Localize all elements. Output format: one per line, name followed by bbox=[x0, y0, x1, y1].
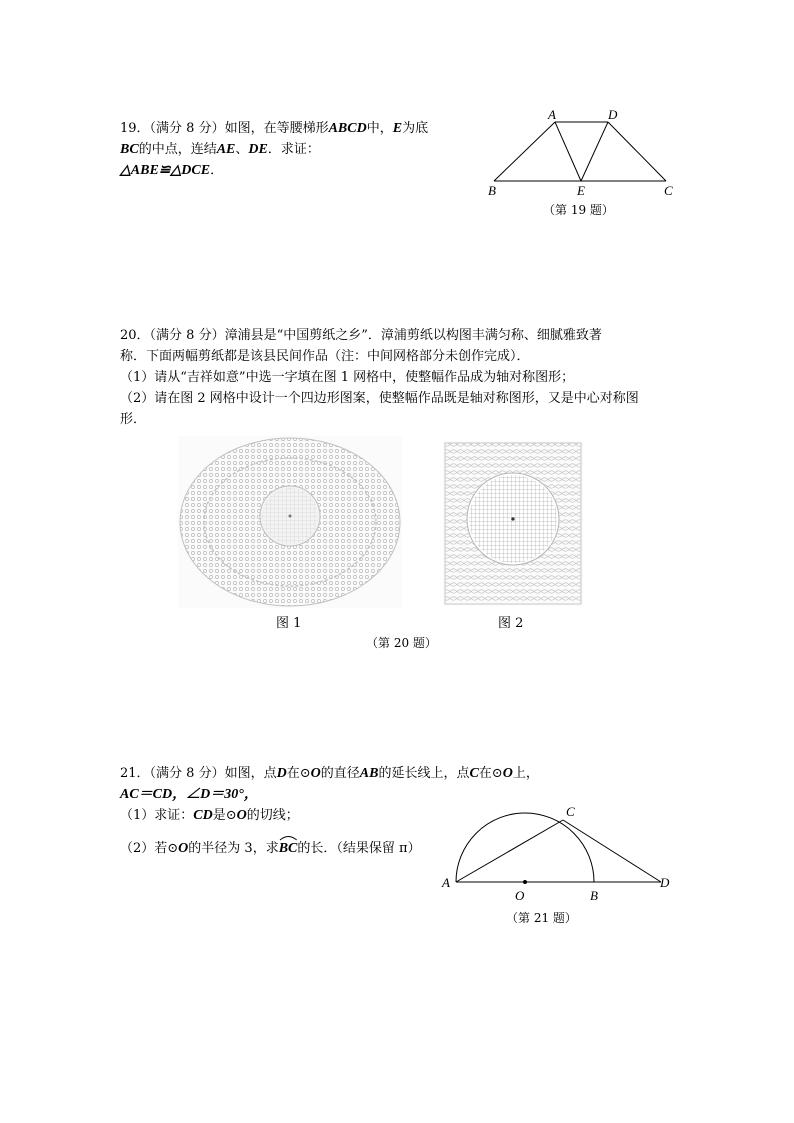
q21-line-2: AC＝CD，∠D＝30°， bbox=[120, 787, 258, 802]
q19-line-2: BC的中点，连结AE、DE．求证： bbox=[120, 142, 320, 157]
q19-label-e: E bbox=[577, 183, 585, 198]
q20-caption: （第 20 题） bbox=[366, 636, 437, 650]
q21-semicircle bbox=[456, 813, 594, 882]
arc-mark-icon bbox=[279, 835, 298, 841]
q19-label-b: B bbox=[488, 183, 496, 198]
q19-trapezoid-figure bbox=[480, 104, 690, 204]
q19-caption: （第 19 题） bbox=[543, 203, 614, 217]
q21-label-d: D bbox=[660, 875, 670, 890]
q19-segment-ae bbox=[555, 122, 581, 181]
q20-figure-2-papercut-image bbox=[443, 441, 583, 606]
q21-segment-ac bbox=[456, 820, 563, 882]
q21-caption: （第 21 题） bbox=[506, 911, 577, 925]
q20-line-2: 称．下面两幅剪纸都是该县民间作品（注：中间网格部分未创作完成）． bbox=[120, 349, 530, 364]
q19-label-c: C bbox=[664, 183, 673, 198]
q20-figure-2-label: 图 2 bbox=[498, 616, 524, 631]
q20-line-1: 20．（满分 8 分）漳浦县是“中国剪纸之乡”．漳浦剪纸以构图丰满匀称、细腻雅致著 bbox=[120, 328, 602, 343]
q20-figure-1-papercut-image bbox=[178, 436, 402, 608]
q20-line-3: （1）请从“吉祥如意”中选一字填在图 1 网格中，使整幅作品成为轴对称图形； bbox=[120, 370, 575, 385]
q20-line-4: （2）请在图 2 网格中设计一个四边形图案，使整幅作品既是轴对称图形，又是中心对称图 bbox=[120, 391, 639, 406]
q21-label-a: A bbox=[442, 875, 450, 890]
q21-line-4: （2）若⊙O的半径为 3，求BC 的长．（结果保留 π） bbox=[120, 838, 421, 860]
q20-figure-1-label: 图 1 bbox=[276, 616, 302, 631]
q19-label-a: A bbox=[548, 107, 556, 122]
q21-arc-bc-notation: BC bbox=[279, 838, 298, 860]
q19-line-1: 19．（满分 8 分）如图，在等腰梯形ABCD中，E为底 bbox=[120, 121, 429, 136]
q21-label-b: B bbox=[590, 888, 598, 903]
q21-circle-figure bbox=[436, 796, 682, 908]
q21-line-1: 21．（满分 8 分）如图，点D在⊙O的直径AB的延长线上，点C在⊙O上， bbox=[120, 766, 539, 781]
q21-label-c: C bbox=[566, 804, 575, 819]
q21-center-point bbox=[523, 880, 527, 884]
q21-segment-cd bbox=[563, 820, 661, 882]
q20-line-5: 形． bbox=[120, 412, 147, 427]
q21-label-o: O bbox=[515, 888, 525, 903]
q19-segment-ab bbox=[494, 122, 555, 181]
q21-line-3: （1）求证：CD是⊙O的切线； bbox=[120, 808, 299, 823]
q19-label-d: D bbox=[608, 107, 618, 122]
q19-segment-dc bbox=[608, 122, 666, 181]
q19-segment-de bbox=[581, 122, 608, 181]
q19-line-3: △ABE≌△DCE． bbox=[120, 163, 224, 178]
